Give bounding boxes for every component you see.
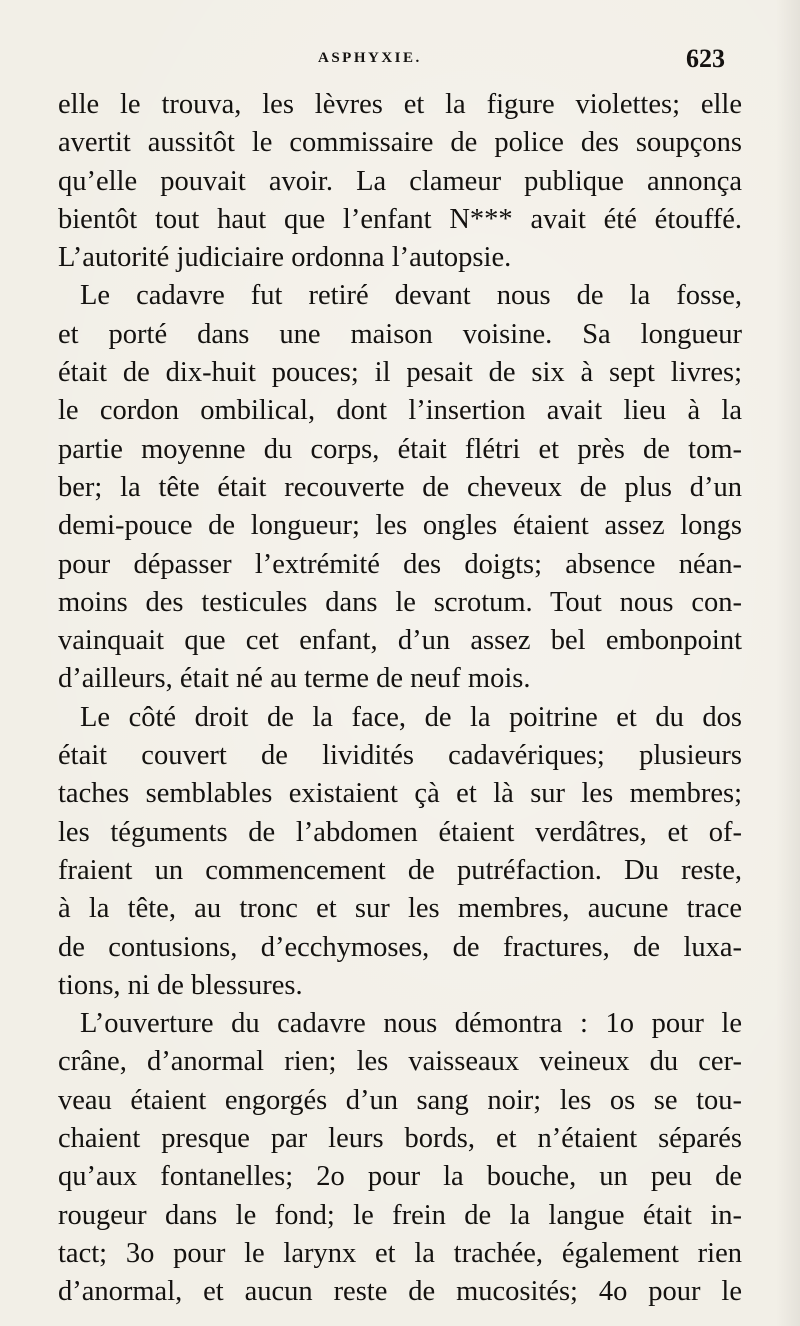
text-line: L’autorité judiciaire ordonna l’autopsie. [58, 242, 512, 274]
text-line: elle le trouva, les lèvres et la figure violettes; elle [58, 89, 742, 120]
text-line: ber; la tête était recouverte de cheveux de plus d’un [58, 471, 742, 503]
text-line: veau étaient engorgés d’un sang noir; les os se tou- [58, 1084, 742, 1116]
text-line: avertit aussitôt le commissaire de police des soupçons [58, 127, 742, 159]
text-line: chaient presque par leurs bords, et n’étaient séparés [58, 1123, 742, 1155]
text-line: d’ailleurs, était né au terme de neuf mois. [58, 663, 531, 695]
text-line: était couvert de lividités cadavériques; plusieurs [58, 740, 742, 772]
page-edge-shadow [776, 0, 800, 1326]
text-line: moins des testicules dans le scrotum. Tout nous con- [58, 586, 742, 618]
text-line: tions, ni de blessures. [58, 969, 303, 1001]
text-line: vainquait que cet enfant, d’un assez bel embonpoint [58, 625, 742, 657]
text-line: était de dix-huit pouces; il pesait de six à sept livres; [58, 357, 742, 389]
page-number: 623 [686, 44, 725, 73]
running-head [0, 44, 800, 74]
text-line: demi-pouce de longueur; les ongles étaient assez longs [58, 510, 742, 542]
text-line: taches semblables existaient çà et là sur les membres; [58, 778, 742, 810]
text-line: qu’aux fontanelles; 2o pour la bouche, un peu de [58, 1161, 742, 1193]
text-line: qu’elle pouvait avoir. La clameur publique annonça [58, 165, 742, 197]
text-line: à la tête, au tronc et sur les membres, aucune trace [58, 893, 742, 925]
text-line: de contusions, d’ecchymoses, de fractures, de luxa- [58, 931, 742, 963]
text-line: d’anormal, et aucun reste de mucosités; 4o pour le [58, 1276, 742, 1308]
text-line: et porté dans une maison voisine. Sa longueur [58, 318, 742, 350]
text-line: fraient un commencement de putréfaction. Du reste, [58, 854, 742, 886]
text-line: tact; 3o pour le larynx et la trachée, également rien [58, 1237, 742, 1269]
paragraph-start-line: Le cadavre fut retiré devant nous de la fosse, [80, 280, 742, 312]
text-line: bientôt tout haut que l’enfant N*** avait été étouffé. [58, 203, 742, 235]
text-line: partie moyenne du corps, était flétri et près de tom- [58, 433, 742, 465]
text-line: les téguments de l’abdomen étaient verdâtres, et of- [58, 816, 742, 848]
paragraph-start-line: L’ouverture du cadavre nous démontra : 1o pour le [80, 1008, 742, 1040]
text-line: le cordon ombilical, dont l’insertion avait lieu à la [58, 395, 742, 427]
text-line: crâne, d’anormal rien; les vaisseaux veineux du cer- [58, 1046, 742, 1078]
running-title: ASPHYXIE. [318, 50, 422, 66]
text-line: rougeur dans le fond; le frein de la langue était in- [58, 1199, 742, 1231]
body-text [58, 86, 742, 1312]
text-line: pour dépasser l’extrémité des doigts; absence néan- [58, 548, 742, 580]
paragraph-start-line: Le côté droit de la face, de la poitrine et du dos [80, 701, 742, 733]
